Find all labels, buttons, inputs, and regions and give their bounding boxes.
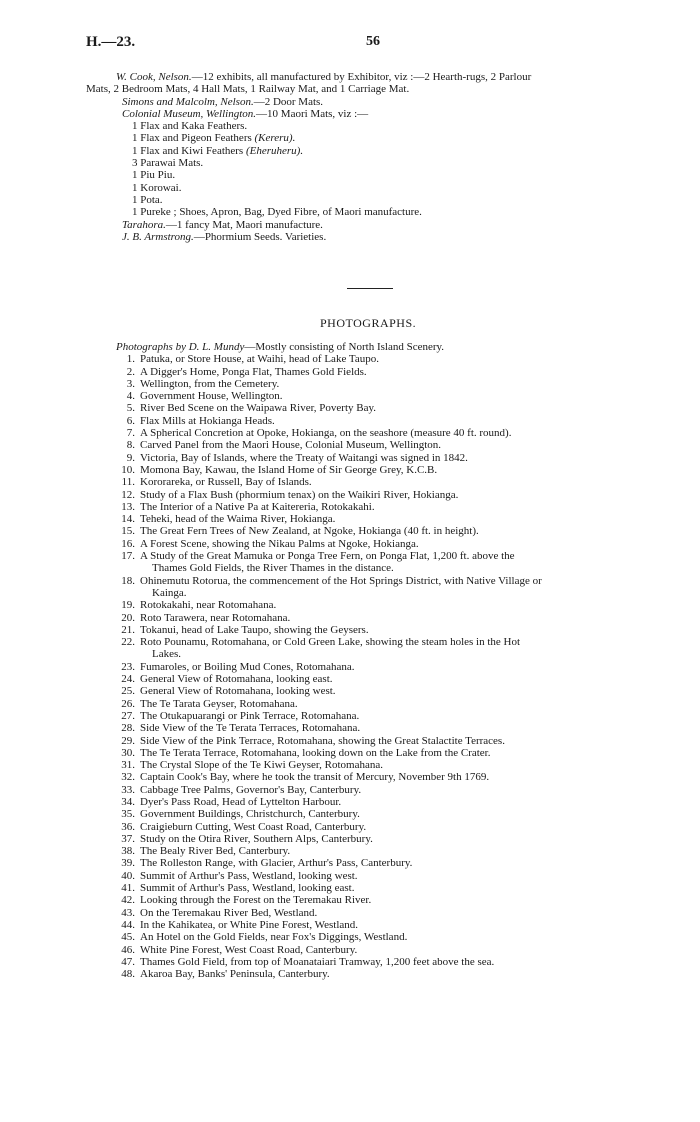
photograph-caption [140,415,656,427]
exhibits-section [86,71,686,243]
photograph-item [116,956,656,968]
photograph-caption [140,636,656,661]
photograph-caption [140,747,656,759]
photograph-caption-line: A Study of the Great Mamuka or Ponga Tree Fern, on Ponga Flat, 1,200 ft. above the [140,550,515,563]
photograph-caption [140,378,656,390]
photograph-number: 41. [121,882,135,895]
photograph-list [116,353,656,980]
photographs-section [116,341,656,980]
photograph-caption-line: The Bealy River Bed, Canterbury. [140,845,291,858]
photograph-caption [140,538,656,550]
photograph-number: 47. [121,955,135,968]
photograph-caption [140,968,656,980]
photograph-caption-line: A Forest Scene, showing the Nikau Palms at Ngoke, Hokianga. [140,537,419,550]
museum-item: 1 Pota. [132,193,163,206]
museum-item: 3 Parawai Mats. [132,157,204,170]
museum-item: 1 Flax and Kaka Feathers. [132,120,248,133]
photograph-caption-line: The Great Fern Trees of New Zealand, at Ngoke, Hokianga (40 ft. in height). [140,525,479,538]
photograph-caption [140,476,656,488]
museum-item: 1 Piu Piu. [132,169,176,182]
photograph-number: 44. [121,918,135,931]
photograph-number: 32. [121,771,135,784]
exhibit-entry [86,231,686,243]
photograph-number: 15. [121,525,135,538]
photograph-number: 2. [126,365,135,378]
section-title: PHOTOGRAPHS. [320,316,417,330]
photograph-item [116,808,656,820]
photograph-caption-line: Roto Pounamu, Rotomahana, or Cold Green Lake, showing the steam holes in the Hot [140,636,521,649]
photograph-caption [140,427,656,439]
photograph-caption-line: Carved Panel from the Maori House, Colonial Museum, Wellington. [140,439,442,452]
photograph-item [116,636,656,661]
photograph-item [116,894,656,906]
photograph-number: 37. [121,832,135,845]
photograph-item [116,599,656,611]
photographer-credit: Photographs by D. L. Mundy [116,341,245,353]
photograph-caption-line: Looking through the Forest on the Teremakau River. [140,894,372,907]
photograph-number: 40. [121,869,135,882]
photograph-item [116,489,656,501]
photograph-caption [140,390,656,402]
exhibit-text: —2 Door Mats. [253,95,324,108]
photograph-number: 8. [126,439,135,452]
exhibit-text: —Phormium Seeds. Varieties. [193,230,327,243]
photograph-item [116,427,656,439]
photograph-number: 19. [121,599,135,612]
photograph-caption [140,759,656,771]
photograph-number: 6. [126,414,135,427]
photograph-number: 38. [121,845,135,858]
photograph-caption [140,661,656,673]
page-number: 56 [366,34,380,49]
photograph-caption [140,624,656,636]
photograph-item [116,673,656,685]
photograph-caption-line: Study on the Otira River, Southern Alps, Canterbury. [140,832,373,845]
photograph-item [116,575,656,600]
photograph-item [116,722,656,734]
photograph-number: 1. [126,353,135,366]
exhibit-entry [86,219,686,231]
photograph-caption-line: The Crystal Slope of the Te Kiwi Geyser, Rotomahana. [140,759,383,772]
photograph-caption [140,771,656,783]
photograph-caption-line: Summit of Arthur's Pass, Westland, looking east. [140,882,355,895]
photographs-lead [116,341,656,353]
photograph-caption [140,845,656,857]
photograph-item [116,857,656,869]
photograph-number: 7. [126,427,135,440]
museum-item-note: (Eheruheru). [245,144,304,157]
museum-item [86,132,686,144]
exhibit-continuation: Mats, 2 Bedroom Mats, 4 Hall Mats, 1 Railway Mat, and 1 Carriage Mat. [86,83,410,96]
photograph-item [116,366,656,378]
photograph-number: 9. [126,451,135,464]
photograph-item [116,710,656,722]
photograph-number: 24. [121,673,135,686]
photograph-item [116,870,656,882]
photograph-caption-line: A Spherical Concretion at Opoke, Hokianga, on the seashore (measure 40 ft. round). [140,427,512,440]
photograph-caption [140,452,656,464]
photograph-number: 46. [121,943,135,956]
exhibitor-name: Simons and Malcolm, Nelson. [122,95,254,108]
photograph-caption [140,612,656,624]
photograph-caption-line: White Pine Forest, West Coast Road, Canterbury. [140,943,358,956]
photograph-item [116,439,656,451]
photograph-number: 4. [126,390,135,403]
photograph-item [116,476,656,488]
photograph-item [116,944,656,956]
museum-item-text: 1 Flax and Kiwi Feathers [132,144,244,157]
photograph-caption [140,353,656,365]
photograph-number: 39. [121,857,135,870]
photograph-caption [140,870,656,882]
photograph-caption-line: Flax Mills at Hokianga Heads. [140,414,275,427]
photograph-caption-line: Patuka, or Store House, at Waihi, head of Lake Taupo. [140,353,379,366]
photograph-caption-line: Fumaroles, or Boiling Mud Cones, Rotomahana. [140,660,355,673]
photograph-number: 20. [121,611,135,624]
museum-item-text: 1 Flax and Pigeon Feathers [132,132,252,145]
photograph-caption [140,673,656,685]
photograph-caption [140,513,656,525]
photograph-caption-line: Ohinemutu Rotorua, the commencement of the Hot Springs District, with Native Village or [140,574,542,587]
photograph-caption-line: Craigieburn Cutting, West Coast Road, Canterbury. [140,820,367,833]
photograph-number: 34. [121,795,135,808]
photograph-item [116,968,656,980]
document-reference: H.—23. [86,34,136,50]
photograph-caption [140,525,656,537]
photograph-caption [140,685,656,697]
photograph-caption-line: Summit of Arthur's Pass, Westland, looking west. [140,869,358,882]
photograph-caption-line: Side View of the Pink Terrace, Rotomahana, showing the Great Stalactite Terraces. [140,734,505,747]
exhibit-entry [86,108,686,120]
photograph-caption [140,735,656,747]
photograph-caption-line: Teheki, head of the Waima River, Hokianga. [140,513,336,526]
photograph-caption [140,944,656,956]
photograph-number: 25. [121,685,135,698]
photograph-number: 33. [121,783,135,796]
photograph-item [116,464,656,476]
photograph-item [116,390,656,402]
photograph-number: 26. [121,697,135,710]
photograph-number: 16. [121,537,135,550]
photograph-item [116,661,656,673]
photograph-caption [140,857,656,869]
museum-item: 1 Pureke ; Shoes, Apron, Bag, Dyed Fibre, of Maori manufacture. [132,206,422,219]
photograph-caption-line: Roto Tarawera, near Rotomahana. [140,611,291,624]
photograph-number: 31. [121,759,135,772]
page-header [86,36,640,52]
photograph-caption [140,550,656,575]
exhibit-text: —10 Maori Mats, viz :— [256,107,369,120]
exhibitor-name: W. Cook, Nelson. [116,71,192,83]
photograph-caption [140,698,656,710]
photograph-item [116,624,656,636]
photograph-item [116,735,656,747]
photograph-number: 30. [121,746,135,759]
photograph-item [116,685,656,697]
photograph-number: 13. [121,500,135,513]
museum-item-note: (Kereru). [254,132,296,145]
photograph-number: 21. [121,623,135,636]
photograph-caption-line: Dyer's Pass Road, Head of Lyttelton Harbour. [140,795,342,808]
exhibitor-name: J. B. Armstrong. [122,230,194,243]
photograph-caption-line: General View of Rotomahana, looking west. [140,685,336,698]
photograph-number: 18. [121,574,135,587]
photograph-item [116,353,656,365]
photograph-caption-continuation: Thames Gold Fields, the River Thames in the distance. [152,562,394,575]
photograph-number: 28. [121,722,135,735]
photograph-caption-line: Government Buildings, Christchurch, Canterbury. [140,808,360,821]
photograph-caption [140,956,656,968]
photograph-caption-line: Study of a Flax Bush (phormium tenax) on the Waikiri River, Hokianga. [140,488,459,501]
photograph-number: 11. [121,476,135,489]
photograph-caption [140,784,656,796]
photograph-number: 22. [121,636,135,649]
photograph-caption-line: On the Teremakau River Bed, Westland. [140,906,318,919]
photograph-item [116,501,656,513]
photograph-item [116,415,656,427]
photograph-number: 48. [121,968,135,981]
photograph-caption [140,501,656,513]
photograph-caption-line: Kororareka, or Russell, Bay of Islands. [140,476,312,489]
photograph-number: 27. [121,709,135,722]
section-divider [347,288,393,289]
photograph-item [116,821,656,833]
photograph-item [116,833,656,845]
photograph-caption [140,722,656,734]
photograph-caption-continuation: Kainga. [152,586,187,599]
photograph-item [116,513,656,525]
photograph-caption-continuation: Lakes. [152,648,182,661]
photograph-caption [140,796,656,808]
photograph-caption [140,366,656,378]
photograph-item [116,612,656,624]
photograph-caption [140,833,656,845]
photograph-item [116,919,656,931]
photograph-number: 23. [121,660,135,673]
photograph-caption-line: Akaroa Bay, Banks' Peninsula, Canterbury. [140,968,330,981]
photograph-item [116,538,656,550]
photograph-item [116,747,656,759]
museum-item: 1 Korowai. [132,181,182,194]
photograph-number: 17. [121,550,135,563]
photograph-caption-line: The Te Tarata Geyser, Rotomahana. [140,697,298,710]
photograph-item [116,771,656,783]
photograph-caption [140,808,656,820]
photograph-caption-line: Cabbage Tree Palms, Governor's Bay, Canterbury. [140,783,362,796]
photograph-item [116,525,656,537]
photograph-caption [140,907,656,919]
photograph-number: 14. [121,513,135,526]
exhibit-text: —1 fancy Mat, Maori manufacture. [165,218,323,231]
photograph-caption-line: The Otukapuarangi or Pink Terrace, Rotomahana. [140,709,360,722]
photograph-number: 10. [121,463,135,476]
photograph-caption-line: In the Kahikatea, or White Pine Forest, Westland. [140,918,359,931]
photograph-item [116,452,656,464]
photograph-number: 12. [121,488,135,501]
photograph-caption [140,575,656,600]
photograph-item [116,907,656,919]
photograph-caption-line: The Te Terata Terrace, Rotomahana, looking down on the Lake from the Crater. [140,746,491,759]
photograph-number: 36. [121,820,135,833]
photograph-caption-line: Thames Gold Field, from top of Moanataiari Tramway, 1,200 feet above the sea. [140,955,495,968]
photograph-caption [140,439,656,451]
photograph-item [116,759,656,771]
photograph-caption [140,599,656,611]
photograph-caption [140,894,656,906]
photograph-number: 45. [121,931,135,944]
photograph-number: 5. [126,402,135,415]
photograph-caption-line: Wellington, from the Cemetery. [140,377,280,390]
photograph-item [116,402,656,414]
photograph-caption-line: General View of Rotomahana, looking east. [140,673,333,686]
photograph-caption-line: A Digger's Home, Ponga Flat, Thames Gold Fields. [140,365,367,378]
photographs-description: —Mostly consisting of North Island Scenery. [244,341,445,353]
photograph-caption [140,821,656,833]
photograph-caption [140,919,656,931]
photograph-caption-line: River Bed Scene on the Waipawa River, Poverty Bay. [140,402,377,415]
photograph-item [116,698,656,710]
photograph-caption-line: Tokanui, head of Lake Taupo, showing the Geysers. [140,623,369,636]
photograph-item [116,845,656,857]
photograph-number: 29. [121,734,135,747]
photograph-caption [140,710,656,722]
photograph-number: 43. [121,906,135,919]
photograph-caption [140,402,656,414]
museum-item [86,145,686,157]
photograph-caption [140,882,656,894]
photograph-caption [140,489,656,501]
photograph-caption-line: The Rolleston Range, with Glacier, Arthur's Pass, Canterbury. [140,857,413,870]
photograph-item [116,796,656,808]
photograph-number: 3. [126,377,135,390]
photograph-caption-line: Victoria, Bay of Islands, where the Treaty of Waitangi was signed in 1842. [140,451,468,464]
photograph-caption-line: An Hotel on the Gold Fields, near Fox's Diggings, Westland. [140,931,408,944]
photograph-caption-line: Side View of the Te Terata Terraces, Rotomahana. [140,722,361,735]
exhibitor-name: Tarahora. [122,218,166,231]
exhibit-entry [86,71,686,83]
photograph-item [116,550,656,575]
photograph-item [116,378,656,390]
photograph-item [116,931,656,943]
photograph-number: 42. [121,894,135,907]
photograph-caption-line: Captain Cook's Bay, where he took the transit of Mercury, November 9th 1769. [140,771,490,784]
photograph-caption [140,464,656,476]
exhibit-text: —12 exhibits, all manufactured by Exhibitor, viz :—2 Hearth-rugs, 2 Parlour [191,71,532,83]
photograph-caption [140,931,656,943]
photograph-caption-line: The Interior of a Native Pa at Kaitereria, Rotokakahi. [140,500,375,513]
photograph-item [116,784,656,796]
photograph-caption-line: Rotokakahi, near Rotomahana. [140,599,277,612]
photograph-number: 35. [121,808,135,821]
photograph-caption-line: Momona Bay, Kawau, the Island Home of Sir George Grey, K.C.B. [140,463,438,476]
photograph-caption-line: Government House, Wellington. [140,390,283,403]
exhibitor-name: Colonial Museum, Wellington. [122,107,257,120]
exhibit-entry [86,96,686,108]
photograph-item [116,882,656,894]
